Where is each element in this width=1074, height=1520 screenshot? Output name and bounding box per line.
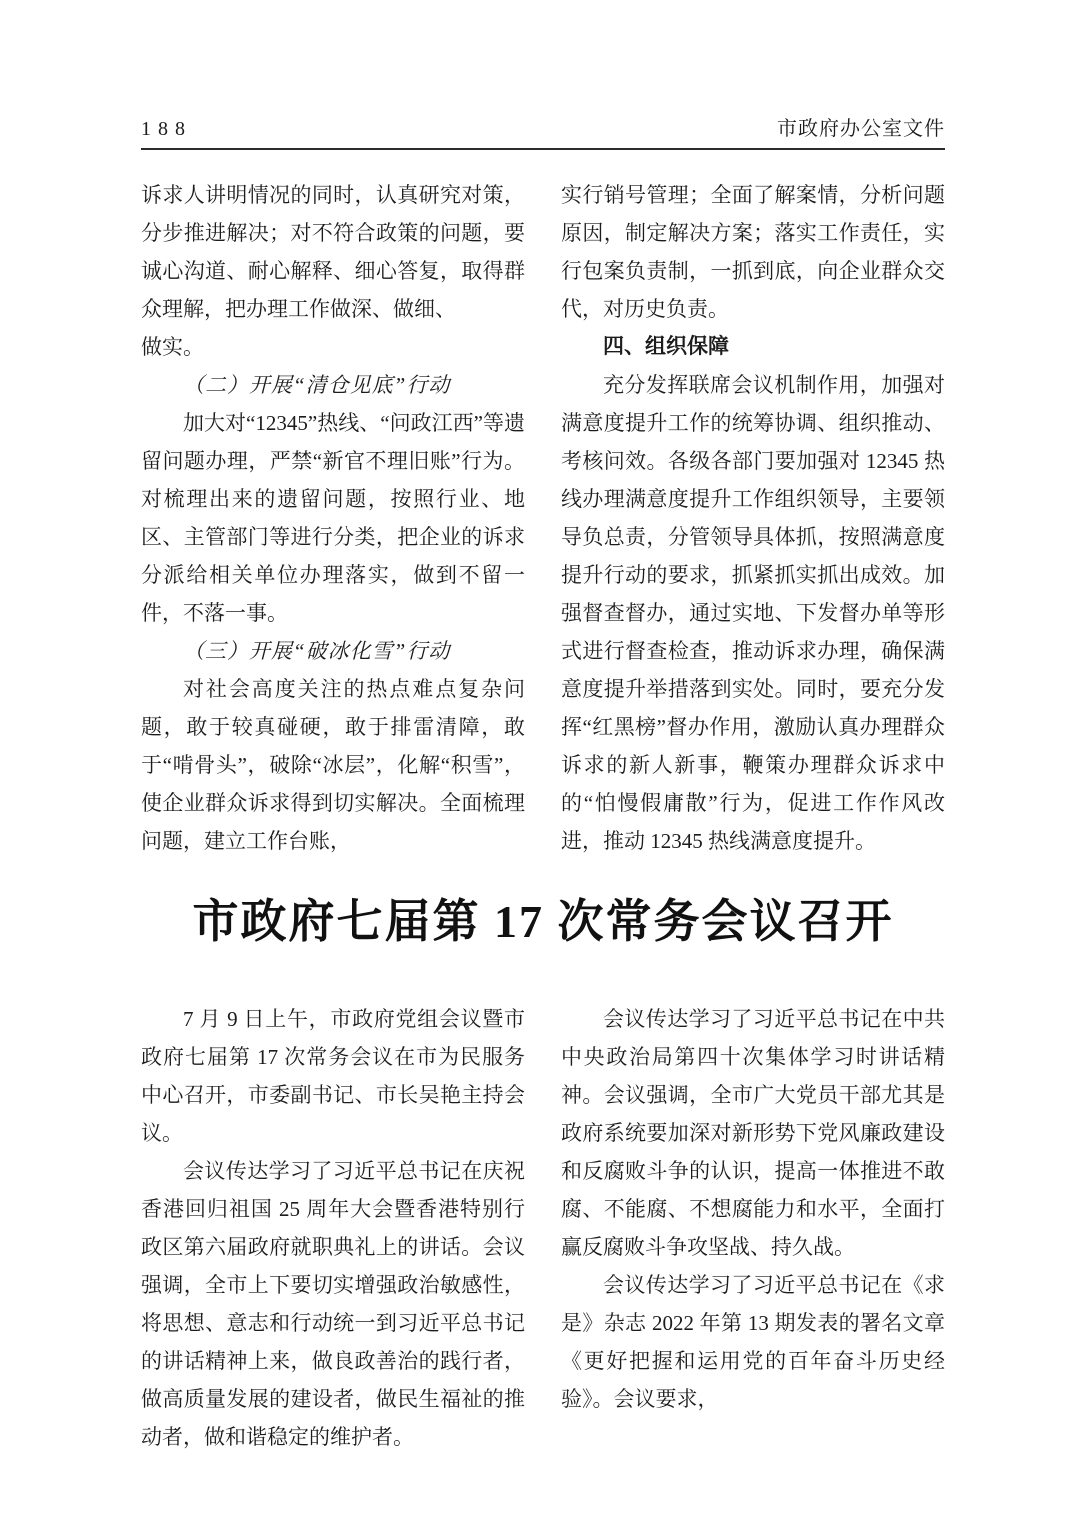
top-left-column: [141, 176, 525, 860]
page-number: 1 8 8: [141, 118, 186, 140]
paragraph: 会议传达学习了习近平总书记在庆祝香港回归祖国 25 周年大会暨香港特别行政区第六届政府就职典礼上的讲话。会议强调，全市上下要切实增强政治敏感性，将思想、意志和行动统一到习近平总书记的讲话精神上来，做良政善治的践行者，做高质量发展的建设者，做民生福祉的推动者，做和谐稳定的维护者。: [141, 1159, 525, 1449]
bottom-article-body: [141, 1000, 945, 1456]
paragraph: 7 月 9 日上午，市政府党组会议暨市政府七届第 17 次常务会议在市为民服务中心召开，市委副书记、市长吴艳主持会议。: [141, 1007, 525, 1145]
bottom-right-column: [561, 1000, 945, 1456]
paragraph: 会议传达学习了习近平总书记在《求是》杂志 2022 年第 13 期发表的署名文章《更好把握和运用党的百年奋斗历史经验》。会议要求，: [561, 1273, 945, 1411]
paragraph: 做实。: [141, 335, 204, 359]
section-heading: （三）开展“破冰化雪”行动: [183, 639, 451, 663]
header-doc-label: 市政府办公室文件: [777, 118, 945, 140]
paragraph: 诉求人讲明情况的同时，认真研究对策，分步推进解决；对不符合政策的问题，要诚心沟道、耐心解释、细心答复，取得群众理解，把办理工作做深、做细、: [141, 183, 525, 321]
section-heading: 四、组织保障: [603, 335, 729, 358]
paragraph: 对社会高度关注的热点难点复杂问题，敢于较真碰硬，敢于排雷清障，敢于“啃骨头”，破除“冰层”，化解“积雪”，使企业群众诉求得到切实解决。全面梳理问题，建立工作台账，: [141, 677, 525, 853]
bottom-left-column: [141, 1000, 525, 1456]
top-right-column: [561, 176, 945, 860]
page-header: [141, 116, 945, 150]
paragraph: 充分发挥联席会议机制作用，加强对满意度提升工作的统筹协调、组织推动、考核问效。各级各部门要加强对 12345 热线办理满意度提升工作组织领导，主要领导负总责，分管领导具体抓，按照满意度提升行动的要求，抓紧抓实抓出成效。加强督查督办，通过实地、下发督办单等形式进行督查检查，推动诉求办理，确保满意度提升举措落到实处。同时，要充分发挥“红黑榜”督办作用，激励认真办理群众诉求的新人新事，鞭策办理群众诉求中的“怕慢假庸散”行为，促进工作作风改进，推动 12345 热线满意度提升。: [561, 373, 945, 853]
article-title: 市政府七届第 17 次常务会议召开: [192, 896, 894, 947]
paragraph: 实行销号管理；全面了解案情，分析问题原因，制定解决方案；落实工作责任，实行包案负责制，一抓到底，向企业群众交代，对历史负责。: [561, 183, 945, 321]
section-heading: （二）开展“清仓见底”行动: [183, 373, 451, 397]
paragraph: 加大对“12345”热线、“问政江西”等遗留问题办理，严禁“新官不理旧账”行为。对梳理出来的遗留问题，按照行业、地区、主管部门等进行分类，把企业的诉求分派给相关单位办理落实，做到不留一件，不落一事。: [141, 411, 525, 625]
top-article-body: [141, 176, 945, 860]
paragraph: 会议传达学习了习近平总书记在中共中央政治局第四十次集体学习时讲话精神。会议强调，全市广大党员干部尤其是政府系统要加深对新形势下党风廉政建设和反腐败斗争的认识，提高一体推进不敢腐、不能腐、不想腐能力和水平，全面打赢反腐败斗争攻坚战、持久战。: [561, 1007, 945, 1259]
